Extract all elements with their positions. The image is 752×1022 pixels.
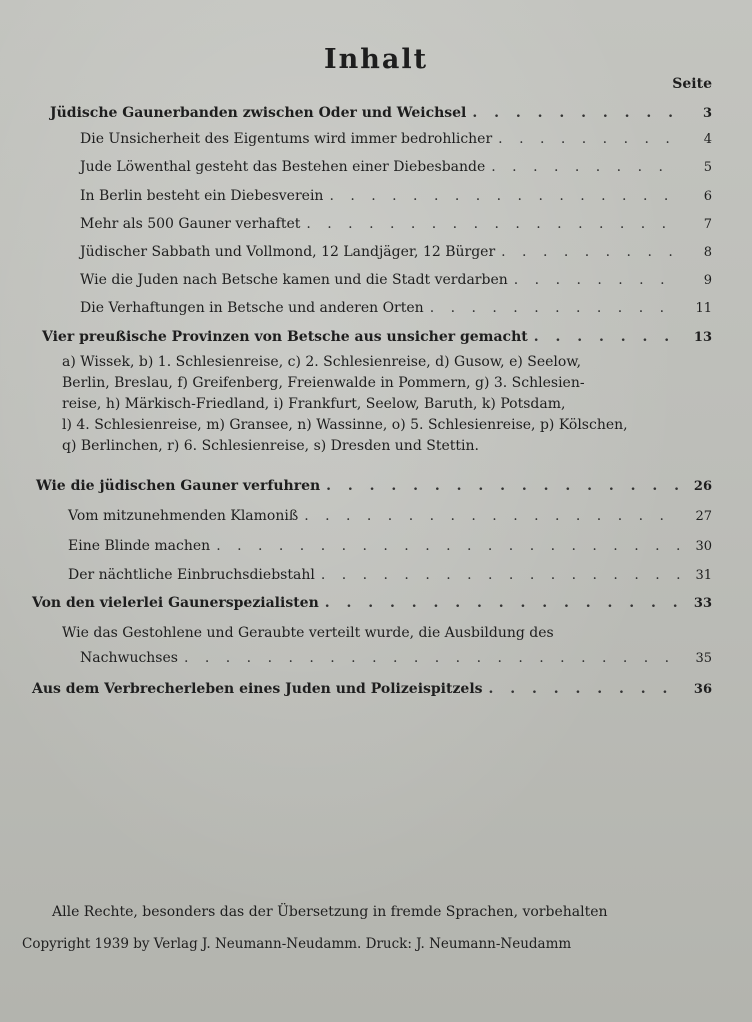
dot-leader <box>321 566 680 584</box>
toc-section-entry <box>32 680 712 699</box>
toc-entry-label: Der nächtliche Einbruchsdiebstahl <box>68 567 315 583</box>
toc-entry-label: Vier preußische Provinzen von Betsche aus unsicher gemacht <box>42 329 528 345</box>
dot-leader <box>184 649 680 667</box>
toc-entry-label: Von den vielerlei Gaunerspezialisten <box>32 595 319 611</box>
dot-leader <box>304 507 680 525</box>
dot-leader <box>430 299 680 317</box>
toc-entry-page: 11 <box>695 301 712 316</box>
toc-entry-label: Wie die Juden nach Betsche kamen und die Stadt verdarben <box>80 272 508 288</box>
toc-entry <box>80 187 712 206</box>
page-title: Inhalt <box>323 44 429 75</box>
dot-leader <box>306 215 680 233</box>
toc-entry-label: In Berlin besteht ein Diebesverein <box>80 188 324 204</box>
toc-entry-label: Die Unsicherheit des Eigentums wird immer bedrohlicher <box>80 131 493 147</box>
toc-entry-page: 3 <box>702 106 712 121</box>
toc-entry-page: 26 <box>693 479 712 494</box>
toc-entry-label: Jüdischer Sabbath und Vollmond, 12 Landjäger, 12 Bürger <box>80 244 496 260</box>
dot-leader <box>325 594 680 612</box>
dot-leader <box>491 158 680 176</box>
toc-entry-page: 8 <box>703 245 712 260</box>
dot-leader <box>472 104 680 122</box>
toc-entry-label: Eine Blinde machen <box>68 538 211 554</box>
dot-leader <box>534 328 680 346</box>
toc-section-entry <box>32 594 712 613</box>
subsection-list <box>62 352 692 457</box>
dot-leader <box>498 130 680 148</box>
dot-leader <box>514 271 680 289</box>
toc-entry-page: 31 <box>695 568 712 583</box>
toc-entry-label: Nachwuchses <box>80 650 178 666</box>
toc-entry <box>68 566 712 585</box>
toc-entry-page: 5 <box>703 160 712 175</box>
subsection-line: q) Berlinchen, r) 6. Schlesienreise, s) Dresden und Stettin. <box>62 438 479 454</box>
toc-entry-page: 6 <box>703 189 712 204</box>
dot-leader <box>216 537 680 555</box>
dot-leader <box>329 187 680 205</box>
toc-entry <box>80 130 712 149</box>
toc-entry-label: Mehr als 500 Gauner verhaftet <box>80 216 301 232</box>
toc-entry-label: Die Verhaftungen in Betsche und anderen Orten <box>80 300 424 316</box>
toc-entry-page: 35 <box>695 651 712 666</box>
toc-entry <box>80 215 712 234</box>
toc-entry-label: Jude Löwenthal gesteht das Bestehen einer Diebesbande <box>80 159 486 175</box>
toc-entry <box>80 158 712 177</box>
dot-leader <box>489 680 680 698</box>
toc-entry-page: 30 <box>695 539 712 554</box>
toc-entry-label: Jüdische Gaunerbanden zwischen Oder und Weichsel <box>50 105 467 121</box>
toc-entry-page: 9 <box>703 273 712 288</box>
toc-entry-page: 36 <box>693 682 712 697</box>
subsection-line: l) 4. Schlesienreise, m) Gransee, n) Wassinne, o) 5. Schlesienreise, p) Kölschen, <box>62 417 628 433</box>
toc-section-entry <box>42 328 712 347</box>
toc-entry-page: 4 <box>703 132 712 147</box>
toc-entry-label: Vom mitzunehmenden Klamoniß <box>68 508 299 524</box>
dot-leader <box>326 477 680 495</box>
toc-entry <box>80 243 712 262</box>
toc-entry <box>80 271 712 290</box>
toc-section-entry <box>36 477 712 496</box>
subsection-line: reise, h) Märkisch-Friedland, i) Frankfurt, Seelow, Baruth, k) Potsdam, <box>62 396 566 412</box>
toc-entry-label: Wie die jüdischen Gauner verfuhren <box>36 478 321 494</box>
toc-entry <box>68 537 712 556</box>
toc-entry-page: 7 <box>703 217 712 232</box>
toc-entry <box>80 299 712 318</box>
toc-entry-page: 27 <box>695 509 712 524</box>
toc-section-entry <box>50 104 712 123</box>
toc-entry-first-line: Wie das Gestohlene und Geraubte verteilt wurde, die Ausbildung des <box>62 625 554 641</box>
subsection-line: Berlin, Breslau, f) Greifenberg, Freienwalde in Pommern, g) 3. Schlesien- <box>62 375 585 391</box>
toc-entry-label: Aus dem Verbrecherleben eines Juden und Polizeispitzels <box>32 681 483 697</box>
toc-entry <box>68 507 712 526</box>
copyright-notice: Copyright 1939 by Verlag J. Neumann-Neudamm. Druck: J. Neumann-Neudamm <box>22 936 572 952</box>
rights-notice: Alle Rechte, besonders das der Übersetzung in fremde Sprachen, vorbehalten <box>52 904 608 920</box>
subsection-line: a) Wissek, b) 1. Schlesienreise, c) 2. Schlesienreise, d) Gusow, e) Seelow, <box>62 354 582 370</box>
toc-entry-page: 13 <box>693 330 712 345</box>
toc-entry <box>80 649 712 668</box>
toc-entry-page: 33 <box>693 596 712 611</box>
dot-leader <box>501 243 680 261</box>
page-column-header: Seite <box>672 76 712 92</box>
